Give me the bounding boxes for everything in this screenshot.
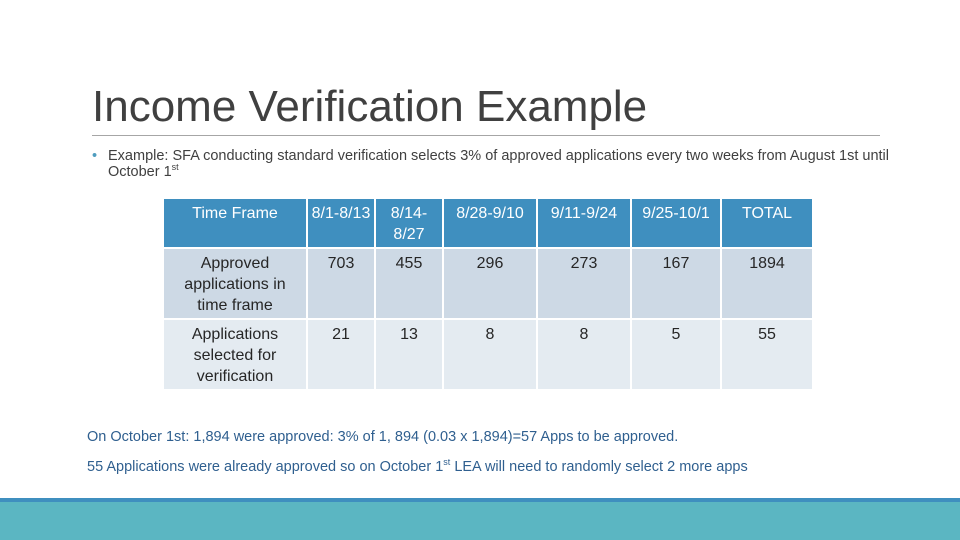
conclusion-note-main: 55 Applications were already approved so on October 1: [87, 459, 444, 475]
table-row-selected: [164, 320, 812, 389]
bullet-item: [92, 148, 922, 180]
table-cell: 296: [444, 249, 536, 318]
footer-accent-strip: [0, 498, 960, 502]
table-header-row: [164, 199, 812, 247]
table-cell: 455: [376, 249, 442, 318]
row-label-approved: Approved applications in time frame: [164, 249, 306, 318]
table-cell-total: 1894: [722, 249, 812, 318]
verification-table: [162, 197, 814, 391]
table-cell: 703: [308, 249, 374, 318]
header-period-2: 8/14-8/27: [376, 199, 442, 247]
conclusion-note-superscript: st: [443, 457, 451, 467]
table-cell: 13: [376, 320, 442, 389]
conclusion-note-end: LEA will need to randomly select 2 more apps: [450, 459, 748, 475]
bullet-text-main: Example: SFA conducting standard verification selects 3% of approved applications every two weeks from August 1st until October 1: [108, 148, 889, 180]
table-cell: 8: [444, 320, 536, 389]
table-cell: 5: [632, 320, 720, 389]
bullet-marker: •: [92, 148, 98, 164]
header-period-5: 9/25-10/1: [632, 199, 720, 247]
table-cell: 8: [538, 320, 630, 389]
header-time-frame: Time Frame: [164, 199, 306, 247]
header-total: TOTAL: [722, 199, 812, 247]
row-label-selected: Applications selected for verification: [164, 320, 306, 389]
footer-band: [0, 498, 960, 540]
bullet-text: [108, 148, 922, 180]
table-cell-total: 55: [722, 320, 812, 389]
header-period-4: 9/11-9/24: [538, 199, 630, 247]
calculation-note: On October 1st: 1,894 were approved: 3% of 1, 894 (0.03 x 1,894)=57 Apps to be approved.: [87, 429, 679, 445]
bullet-text-superscript: st: [171, 162, 179, 172]
table-cell: 21: [308, 320, 374, 389]
table-row-approved: [164, 249, 812, 318]
slide-title: Income Verification Example: [92, 82, 648, 131]
table-cell: 273: [538, 249, 630, 318]
title-divider: [92, 135, 880, 136]
conclusion-note: [87, 459, 748, 475]
header-period-3: 8/28-9/10: [444, 199, 536, 247]
header-period-1: 8/1-8/13: [308, 199, 374, 247]
table-cell: 167: [632, 249, 720, 318]
